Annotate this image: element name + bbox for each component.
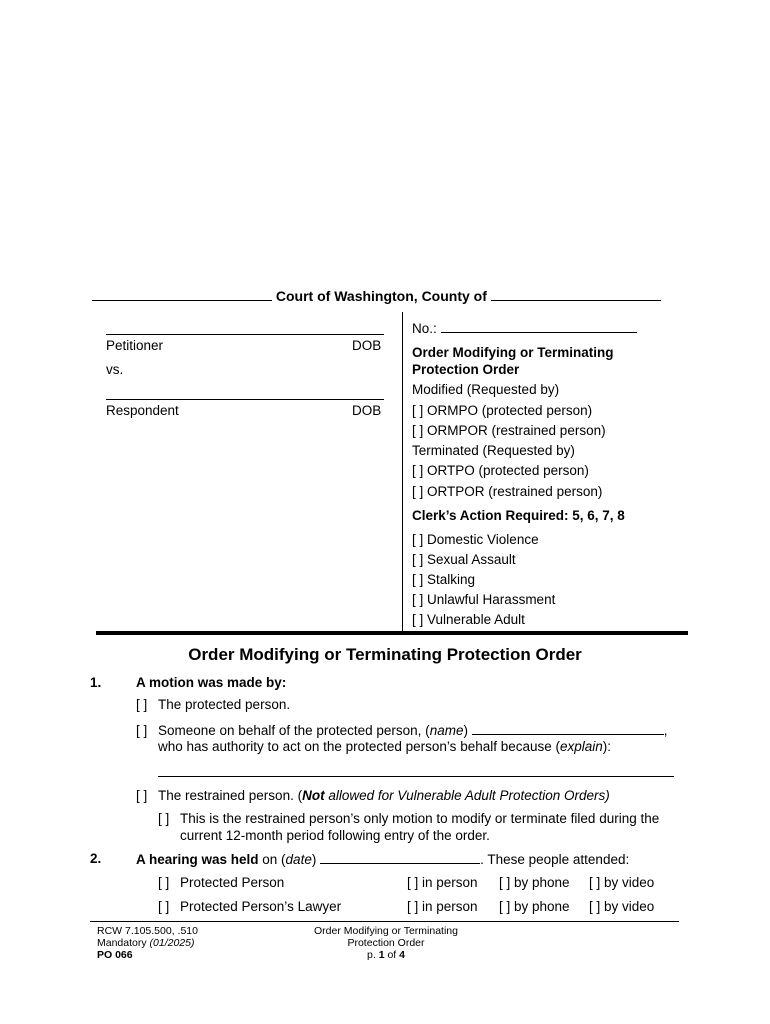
checkbox[interactable]: [ ] bbox=[412, 463, 424, 478]
case-number-blank[interactable] bbox=[441, 320, 637, 333]
footer-rule bbox=[90, 921, 679, 922]
option-text: The restrained person. ( bbox=[158, 788, 303, 803]
section1-option-on-behalf[interactable] bbox=[136, 722, 668, 738]
case-type-vulnerable-adult[interactable] bbox=[412, 612, 525, 627]
respondent-label: Respondent bbox=[106, 403, 179, 418]
checkbox[interactable]: [ ] bbox=[412, 592, 424, 607]
option-label: ORMPO (protected person) bbox=[427, 403, 593, 418]
suboption-text: This is the restrained person’s only motion to modify or terminate filed during the bbox=[180, 811, 660, 826]
county-court-blank[interactable] bbox=[92, 288, 272, 301]
on-text: on ( bbox=[258, 852, 286, 867]
petitioner-name-line[interactable] bbox=[106, 334, 384, 335]
checkbox[interactable]: [ ] bbox=[158, 899, 170, 914]
section2-heading: A hearing was held bbox=[136, 852, 259, 867]
option-ortpor[interactable] bbox=[412, 484, 602, 499]
checkbox[interactable]: [ ] bbox=[412, 612, 424, 627]
case-type-label: Vulnerable Adult bbox=[427, 612, 525, 627]
case-type-label: Domestic Violence bbox=[427, 532, 539, 547]
explain-blank[interactable] bbox=[158, 776, 674, 777]
checkbox[interactable]: [ ] bbox=[136, 788, 148, 803]
clerk-action: Clerk’s Action Required: 5, 6, 7, 8 bbox=[412, 508, 625, 523]
attendee-label: Protected Person’s Lawyer bbox=[180, 899, 342, 914]
option-text: Someone on behalf of the protected person, ( bbox=[158, 723, 430, 738]
option-label: ORTPO (protected person) bbox=[427, 463, 589, 478]
attendance-by-video[interactable]: [ ] by video bbox=[589, 899, 655, 914]
section2-number: 2. bbox=[90, 851, 102, 866]
section1-option-protected-person[interactable] bbox=[136, 697, 290, 712]
modified-label: Modified (Requested by) bbox=[412, 382, 560, 397]
option-text-italic: allowed for Vulnerable Adult Protection Orders) bbox=[324, 788, 610, 803]
footer-page-number bbox=[286, 949, 486, 961]
attendee-row bbox=[158, 899, 341, 914]
section1-suboption-only-motion[interactable] bbox=[158, 811, 659, 826]
option-label: ORMPOR (restrained person) bbox=[427, 423, 606, 438]
option-ormpor[interactable] bbox=[412, 423, 606, 438]
page-current: 1 bbox=[378, 949, 385, 961]
attendance-in-person[interactable]: [ ] in person bbox=[407, 899, 478, 914]
caption-title-line2: Protection Order bbox=[412, 362, 520, 377]
court-line bbox=[92, 288, 661, 304]
paren: ) bbox=[463, 723, 468, 738]
mandatory-text: Mandatory bbox=[97, 937, 150, 949]
page-prefix: p. bbox=[367, 949, 379, 961]
footer-left bbox=[97, 925, 198, 961]
section1-authority-line bbox=[158, 739, 611, 754]
comma: , bbox=[663, 723, 668, 738]
case-type-label: Stalking bbox=[427, 572, 476, 587]
checkbox[interactable]: [ ] bbox=[158, 811, 170, 826]
footer-form-number: PO 066 bbox=[97, 949, 133, 961]
case-type-domestic-violence[interactable] bbox=[412, 532, 539, 547]
option-label: ORTPOR (restrained person) bbox=[427, 484, 603, 499]
vs-label: vs. bbox=[106, 362, 124, 377]
section1-heading: A motion was made by: bbox=[136, 675, 287, 690]
attendance-by-video[interactable]: [ ] by video bbox=[589, 875, 655, 890]
revision-date: (01/2025) bbox=[149, 937, 195, 949]
section2-heading-line bbox=[136, 851, 629, 867]
case-type-unlawful-harassment[interactable] bbox=[412, 592, 555, 607]
caption-divider bbox=[402, 312, 403, 632]
attendee-row bbox=[158, 875, 284, 890]
checkbox[interactable]: [ ] bbox=[412, 403, 424, 418]
hearing-date-blank[interactable] bbox=[320, 851, 480, 864]
case-type-label: Sexual Assault bbox=[427, 552, 516, 567]
checkbox[interactable]: [ ] bbox=[136, 697, 148, 712]
not-label: Not bbox=[302, 788, 325, 803]
title-rule bbox=[96, 631, 688, 635]
case-type-stalking[interactable] bbox=[412, 572, 475, 587]
checkbox[interactable]: [ ] bbox=[412, 552, 424, 567]
section1-number: 1. bbox=[90, 675, 102, 690]
court-title: Court of Washington, County of bbox=[275, 288, 487, 304]
name-label: name bbox=[429, 723, 464, 738]
footer-title-line1: Order Modifying or Terminating bbox=[314, 925, 458, 937]
caption-title-line1: Order Modifying or Terminating bbox=[412, 345, 614, 360]
date-label: date bbox=[285, 852, 312, 867]
page-of: of bbox=[384, 949, 400, 961]
respondent-dob-label: DOB bbox=[352, 403, 382, 418]
on-behalf-name-blank[interactable] bbox=[472, 722, 664, 735]
footer-center bbox=[286, 925, 486, 961]
paren: ): bbox=[602, 739, 612, 754]
respondent-name-line[interactable] bbox=[106, 399, 384, 400]
checkbox[interactable]: [ ] bbox=[412, 484, 424, 499]
option-ormpo[interactable] bbox=[412, 403, 592, 418]
case-type-sexual-assault[interactable] bbox=[412, 552, 516, 567]
explain-label: explain bbox=[560, 739, 603, 754]
petitioner-label: Petitioner bbox=[106, 338, 164, 353]
case-number-label: No.: bbox=[412, 321, 437, 336]
checkbox[interactable]: [ ] bbox=[412, 423, 424, 438]
checkbox[interactable]: [ ] bbox=[412, 572, 424, 587]
checkbox[interactable]: [ ] bbox=[412, 532, 424, 547]
page-total: 4 bbox=[399, 949, 405, 961]
after-blank-text: . These people attended: bbox=[480, 852, 630, 867]
attendance-by-phone[interactable]: [ ] by phone bbox=[499, 875, 570, 890]
paren: ) bbox=[311, 852, 317, 867]
option-text: The protected person. bbox=[158, 697, 291, 712]
footer-mandatory bbox=[97, 937, 198, 949]
attendance-in-person[interactable]: [ ] in person bbox=[407, 875, 478, 890]
authority-text: who has authority to act on the protected person’s behalf because ( bbox=[158, 739, 561, 754]
section1-option-restrained-person[interactable] bbox=[136, 788, 610, 803]
terminated-label: Terminated (Requested by) bbox=[412, 443, 575, 458]
footer-title-line2: Protection Order bbox=[347, 937, 425, 949]
county-name-blank[interactable] bbox=[491, 288, 661, 301]
option-ortpo[interactable] bbox=[412, 463, 589, 478]
section1-suboption-line2: current 12-month period following entry of the order. bbox=[180, 828, 490, 843]
case-type-label: Unlawful Harassment bbox=[427, 592, 556, 607]
checkbox[interactable]: [ ] bbox=[136, 723, 148, 738]
petitioner-dob-label: DOB bbox=[352, 338, 382, 353]
checkbox[interactable]: [ ] bbox=[158, 875, 170, 890]
footer-rcw: RCW 7.105.500, .510 bbox=[97, 925, 198, 937]
attendee-label: Protected Person bbox=[180, 875, 285, 890]
main-title: Order Modifying or Terminating Protection Order bbox=[188, 645, 582, 664]
attendance-by-phone[interactable]: [ ] by phone bbox=[499, 899, 570, 914]
case-number bbox=[412, 320, 637, 336]
